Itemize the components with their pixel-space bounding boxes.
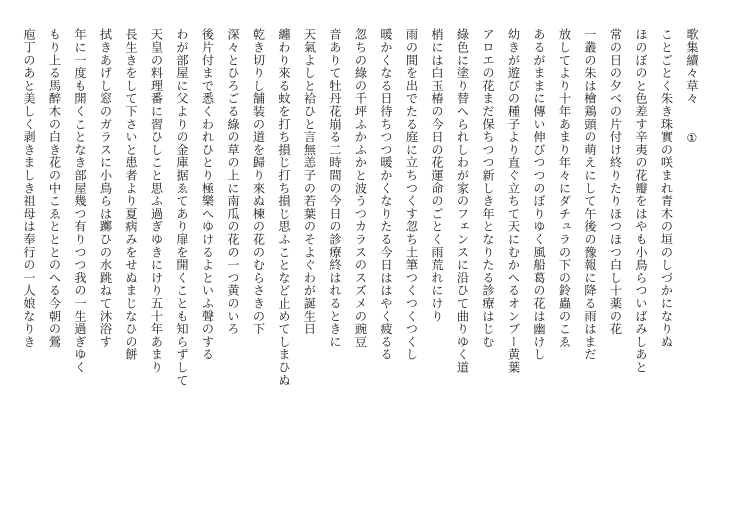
verse-line: 暖かくなる日待ちつつ暖かくなりたる今日ははやく疲るる [379,28,393,361]
verse-line: 一叢の朱は檜鶏頭の萌えにして午後の豫報に降る雨はまだ [583,28,597,361]
verse-line: 纏わり來る蚊を打ち損じ打ち損じ思ふことなど止めてしまひぬ [277,28,291,387]
verse-line: 忽ちの綠の千坪ふかふかと波うつカラスのスズメの豌豆 [353,28,368,348]
verse-line: 乾き切りし舗装の道を歸り來ぬ楝の花のむらさきの下 [251,28,266,336]
verse-line: 深々とひろごる綠の草の上に南瓜の花の一つ黄のいろ [226,28,240,336]
verse-line: 常の日の夕べの片付け終りたりほつほつ白し十薬の花 [608,28,623,336]
verse-line: 音ありて牡丹花崩る二時間の今日の診療終はれるときに [328,28,342,348]
verse-line: 後片付まで悉くわれひとり極樂へゆけるよといふ聲のする [200,28,215,361]
poem-text [16,28,705,506]
verse-line: アロエの花まだ保ちつつ新しき年となりたる診療はじむ [481,28,495,348]
verse-line: 雨の間を出でたる庭に立ちつくす忽ち土筆つくつくつくし [404,28,419,361]
page-number: ① [685,130,699,146]
verse-line: 放してより十年あまり年々にダチュラの下の鈴蟲のこゑ [557,28,572,348]
verse-line: 拭きあげし窓のガラスに小鳥らは躑ひの水跳ねて沐浴す [98,28,113,348]
verse-line: もり上る馬醉木の白き花の中こゑとととのへる今朝の鶯 [47,28,62,348]
verse-line: 長生きをして下さいと患者より夏病みをせぬまじなひの餅 [124,28,138,361]
poem-title-line [679,28,705,506]
verse-line: ほのぼのと色差す辛夷の花瓣をはやも小鳥らついばみしあと [634,28,648,374]
verse-line: 天皇の料理番に習ひしこと思ふ過ぎゆきにけり五十年あまり [149,28,164,374]
verse-line: ことごとく朱き珠實の咲まれ青木の垣のしづかになりぬ [659,28,674,348]
verse-line: 梢には白玉椿の今日の花運命のごとく雨荒れにけり [430,28,444,323]
verse-line: 庖丁のあと美しく剥きましき祖母は奉行の一人娘なりき [22,28,36,348]
verse-line: 天氣よしと袷ひと言無恙子の若葉のそよぐわが誕生日 [302,28,317,336]
collection-title: 歌集續々草々 [685,28,699,105]
verse-line: 綠色に塗り替へられしわが家のフェンスに沿ひて曲りゆく道 [455,28,470,374]
verse-line: 幼きが遊びの種子より直ぐ立ちて天にむかへるオンブー黄葉 [506,28,521,374]
verse-line: 年に一度も開くことなき部屋幾つ有りつつ我の一生過ぎゆく [73,28,87,374]
verse-line: わが部屋に父よりの金庫据ゑてあり扉を開くことも知らずして [175,28,189,387]
verse-line: あるがままに傳い伸びつつのぼりゆく風船葛の花は幽けし [532,28,546,361]
